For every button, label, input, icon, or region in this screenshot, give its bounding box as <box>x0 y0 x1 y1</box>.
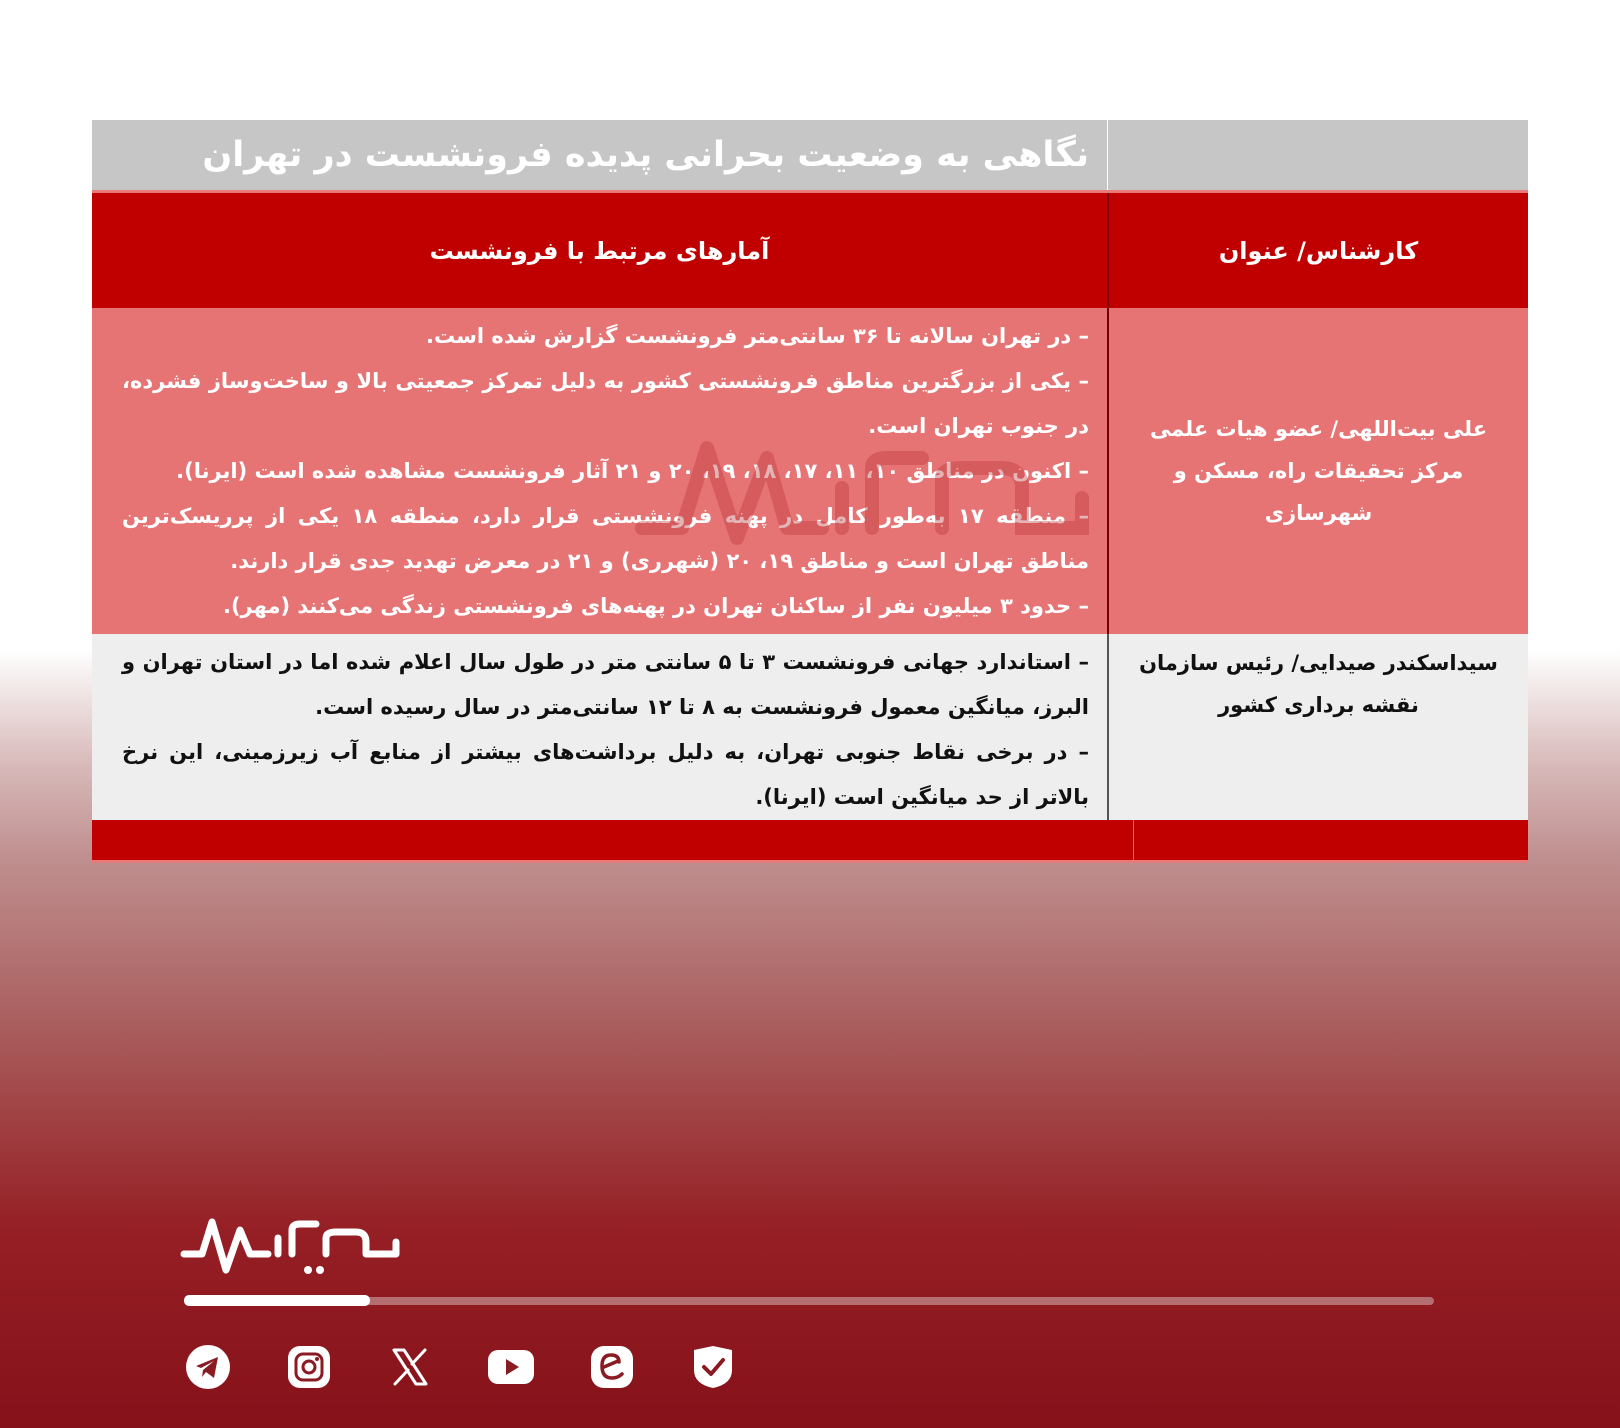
expert-name: علی بیت‌اللهی/ عضو هیات علمی مرکز تحقیقات راه، مسکن و شهرسازی <box>1107 308 1528 634</box>
title-cell <box>92 120 1107 190</box>
expert-name: سیداسکندر صیدایی/ رئیس سازمان نقشه برداری کشور <box>1107 634 1528 820</box>
title-spacer <box>1107 120 1528 190</box>
stats-cell <box>92 634 1107 820</box>
table-footer-row <box>92 820 1528 863</box>
stats-cell <box>92 308 1107 634</box>
table-title-row <box>92 120 1528 190</box>
header-stats: آمارهای مرتبط با فرونشست <box>429 236 770 265</box>
x-icon[interactable] <box>385 1342 435 1392</box>
list-item: – اکنون در مناطق ۱۰، ۱۱، ۱۷، ۱۸، ۱۹، ۲۰ و ۲۱ آثار فرونشست مشاهده شده است (ایرنا). <box>176 459 1089 483</box>
footer-spacer <box>1133 820 1528 860</box>
bale-icon[interactable] <box>688 1342 738 1392</box>
list-item: – حدود ۳ میلیون نفر از ساکنان تهران در پهنه‌های فرونشستی زندگی می‌کنند (مهر). <box>222 594 1089 618</box>
instagram-icon[interactable] <box>284 1342 334 1392</box>
list-item: – یکی از بزرگترین مناطق فرونشستی کشور به دلیل تمرکز جمعیتی بالا و ساخت‌وساز فشرده، در جنوب تهران است. <box>122 369 1089 438</box>
footer-divider-accent <box>184 1295 370 1306</box>
list-item: – در برخی نقاط جنوبی تهران، به دلیل برداشت‌های بیشتر از منابع آب زیرزمینی، این نرخ بالاتر از حد میانگین است (ایرنا). <box>122 740 1089 809</box>
telegram-icon[interactable] <box>183 1342 233 1392</box>
footer-spacer <box>92 820 1133 860</box>
social-links <box>183 1342 738 1392</box>
youtube-icon[interactable] <box>486 1342 536 1392</box>
table-row <box>92 634 1528 820</box>
table-row <box>92 308 1528 634</box>
subsidence-table <box>92 120 1528 863</box>
table-title: نگاهی به وضعیت بحرانی پدیده فرونشست در تهران <box>202 135 1089 175</box>
list-item: – منطقه ۱۷ به‌طور کامل در پهنه فرونشستی قرار دارد، منطقه ۱۸ یکی از پرریسک‌ترین مناطق تهران است و مناطق ۱۹، ۲۰ (شهرری) و ۲۱ در معرض تهدید جدی قرار دارند. <box>122 504 1089 573</box>
stats-list <box>92 634 1107 820</box>
list-item: – استاندارد جهانی فرونشست ۳ تا ۵ سانتی متر در طول سال اعلام شده اما در استان تهران و البرز، میانگین معمول فرونشست به ۸ تا ۱۲ سانتی‌متر در سال رسیده است. <box>122 650 1089 719</box>
stats-list <box>92 308 1107 629</box>
header-name: کارشناس/ عنوان <box>1107 193 1528 308</box>
brand-logo-icon <box>180 1212 406 1286</box>
footer-divider <box>184 1297 1434 1305</box>
list-item: – در تهران سالانه تا ۳۶ سانتی‌متر فرونشست گزارش شده است. <box>426 324 1089 348</box>
eitaa-icon[interactable] <box>587 1342 637 1392</box>
table-header-row <box>92 190 1528 308</box>
